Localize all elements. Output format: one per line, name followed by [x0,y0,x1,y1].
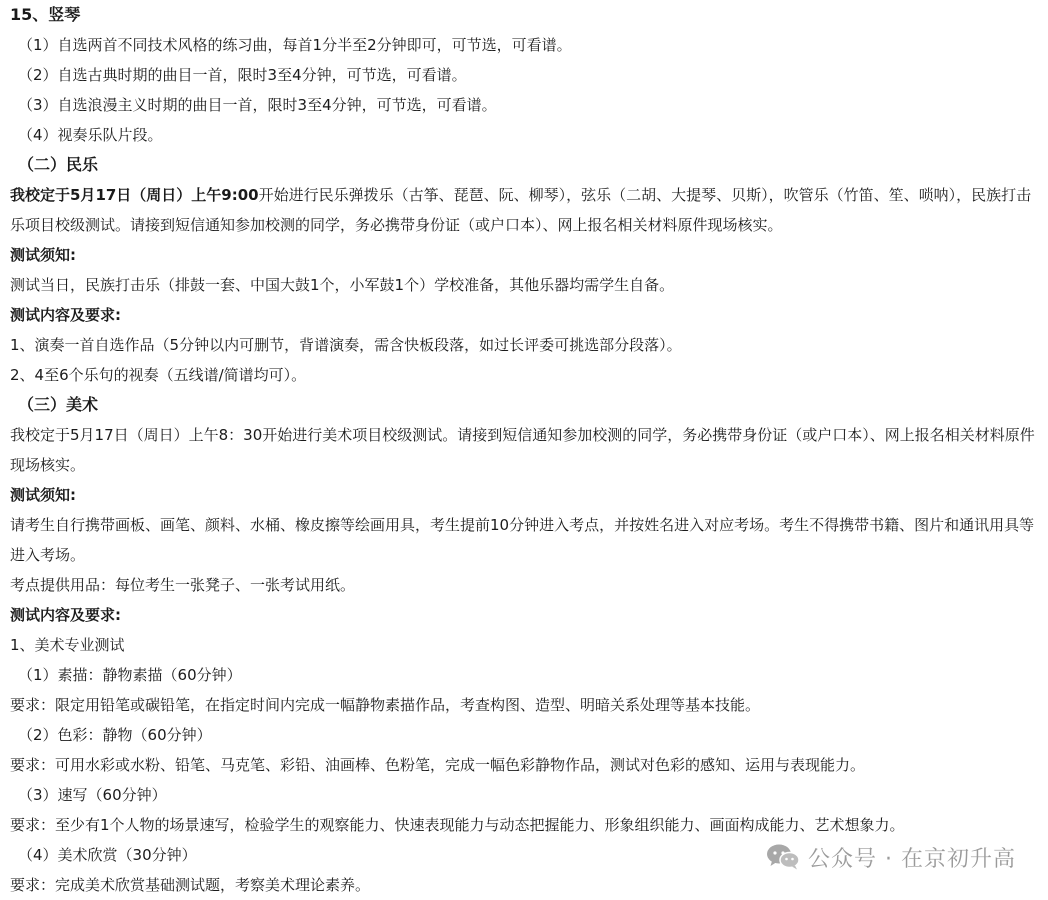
section-heading-harp: 15、竖琴 [10,5,81,24]
folk-intro-date: 我校定于5月17日（周日）上午9:00 [10,186,259,204]
folk-notice-title: 测试须知: [10,246,76,264]
list-item: 2、4至6个乐句的视奏（五线谱/简谱均可）。 [10,366,307,384]
list-item: （1）自选两首不同技术风格的练习曲，每首1分半至2分钟即可，可节选，可看谱。 [18,36,572,54]
art-intro-paragraph: 我校定于5月17日（周日）上午8：30开始进行美术项目校级测试。请接到短信通知参加校测的同学，务必携带身份证（或户口本）、网上报名相关材料原件现场核实。 [10,426,1035,474]
art-content-title: 测试内容及要求: [10,606,121,624]
appreciation-requirement: 要求：完成美术欣赏基础测试题，考察美术理论素养。 [10,876,371,894]
art-notice-title: 测试须知: [10,486,76,504]
list-item: 1、演奏一首自选作品（5分钟以内可删节，背谱演奏，需含快板段落，如过长评委可挑选部分段落）。 [10,336,682,354]
watermark [766,840,1016,874]
folk-intro-paragraph [10,180,1042,240]
folk-content-title: 测试内容及要求: [10,306,121,324]
appreciation-title: （4）美术欣赏（30分钟） [18,846,197,864]
document-body [10,0,1042,900]
quick-sketch-requirement: 要求：至少有1个人物的场景速写，检验学生的观察能力、快速表现能力与动态把握能力、形象组织能力、画面构成能力、艺术想象力。 [10,816,905,834]
section-heading-art: （三）美术 [18,395,99,414]
art-notice-text: 请考生自行携带画板、画笔、颜料、水桶、橡皮擦等绘画用具，考生提前10分钟进入考点，并按姓名进入对应考场。考生不得携带书籍、图片和通讯用具等进入考场。 [10,516,1035,564]
list-item: （4）视奏乐队片段。 [18,126,163,144]
folk-intro-text: 开始进行民乐弹拨乐（古筝、琵琶、阮、柳琴），弦乐（二胡、大提琴、贝斯），吹管乐（竹笛、笙、唢呐），民族打击乐项目校级测试。请接到短信通知参加校测的同学，务必携带身份证（或户口本）、网上报名相关材料原件现场核实。 [10,186,1032,234]
color-requirement: 要求：可用水彩或水粉、铅笔、马克笔、彩铅、油画棒、色粉笔，完成一幅色彩静物作品，测试对色彩的感知、运用与表现能力。 [10,756,866,774]
list-item: （3）自选浪漫主义时期的曲目一首，限时3至4分钟，可节选，可看谱。 [18,96,497,114]
art-provided-text: 考点提供用品：每位考生一张凳子、一张考试用纸。 [10,576,356,594]
quick-sketch-title: （3）速写（60分钟） [18,786,167,804]
wechat-icon [766,843,800,871]
folk-notice-text: 测试当日，民族打击乐（排鼓一套、中国大鼓1个，小军鼓1个）学校准备，其他乐器均需学生自备。 [10,276,675,294]
color-title: （2）色彩：静物（60分钟） [18,726,212,744]
sketch-title: （1）素描：静物素描（60分钟） [18,666,242,684]
art-section-1: 1、美术专业测试 [10,636,125,654]
sketch-requirement: 要求：限定用铅笔或碳铅笔，在指定时间内完成一幅静物素描作品，考查构图、造型、明暗关系处理等基本技能。 [10,696,761,714]
section-heading-folk: （二）民乐 [18,155,99,174]
watermark-text: 公众号 · 在京初升高 [808,846,1016,872]
list-item: （2）自选古典时期的曲目一首，限时3至4分钟，可节选，可看谱。 [18,66,467,84]
